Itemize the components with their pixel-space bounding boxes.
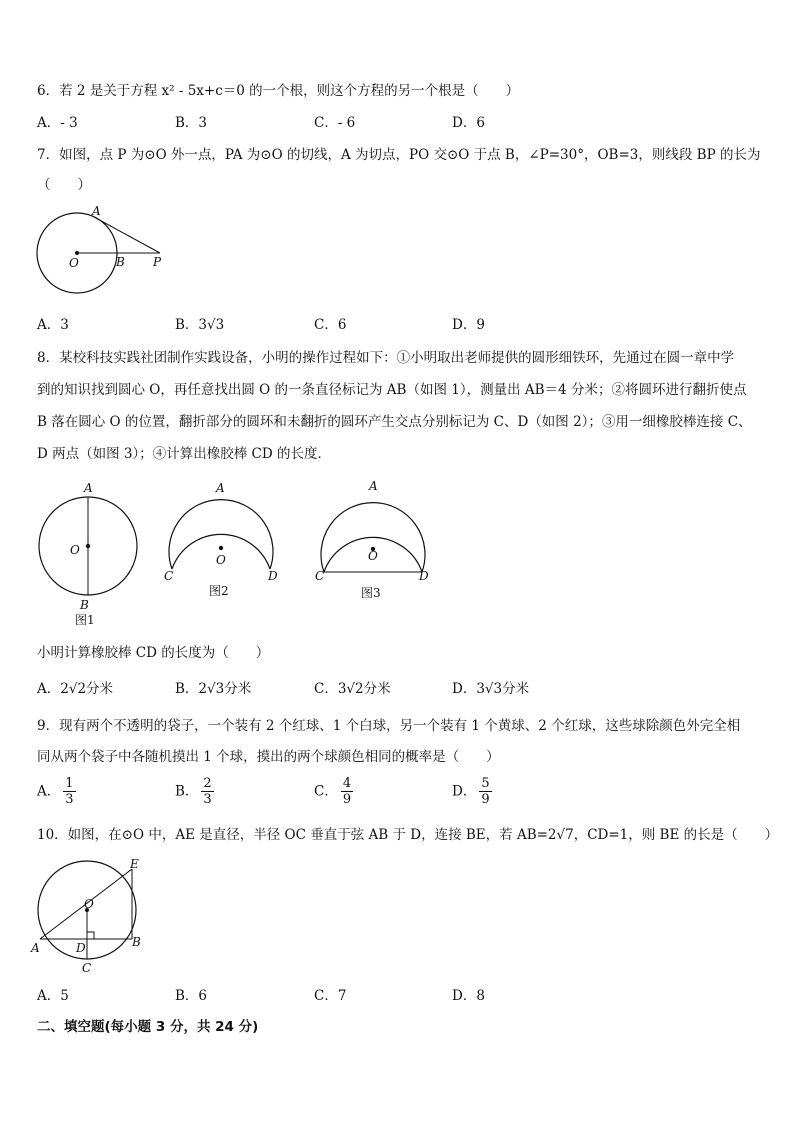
q8-option-b: B．2√3分米	[175, 681, 252, 697]
fig1-center-dot	[86, 544, 90, 548]
q10-label-o: O	[84, 897, 94, 911]
q10-figure	[30, 858, 160, 978]
fig3-label-d: D	[419, 569, 429, 583]
fig3-label-a: A	[369, 479, 378, 493]
q7-option-d: D．9	[452, 317, 485, 333]
q10-stem: 10．如图，在⊙O 中，AE 是直径，半径 OC 垂直于弦 AB 于 D，连接 BE，若 AB=2√7，CD=1，则 BE 的长是（ ）	[37, 827, 779, 843]
q7-label-b: B	[116, 255, 125, 269]
q8-option-a: A．2√2分米	[37, 681, 114, 697]
q6-stem: 6．若 2 是关于方程 x² - 5x+c＝0 的一个根，则这个方程的另一个根是（ ）	[37, 83, 520, 99]
q10-option-c: C．7	[314, 988, 347, 1004]
fig2-label-d: D	[268, 569, 278, 583]
q10-label-c: C	[82, 961, 92, 975]
q8-figure-3	[312, 478, 442, 608]
q7-label-o: O	[69, 256, 79, 270]
q8-figure-1	[30, 478, 150, 628]
fig1-label-o: O	[70, 543, 80, 557]
q7-option-a: A．3	[37, 317, 69, 333]
fig3-label-c: C	[315, 569, 325, 583]
q9-stem-line1: 9．现有两个不透明的袋子，一个装有 2 个红球、1 个白球，另一个装有 1 个黄球、2 个红球，这些球除颜色外完全相	[37, 718, 741, 734]
fig2-label-c: C	[164, 569, 174, 583]
fig1-caption: 图1	[75, 613, 95, 627]
q10-right-angle-mark	[87, 932, 94, 939]
fig2-label-a: A	[216, 481, 225, 495]
q7-tangent-pa	[94, 217, 160, 253]
fig3-label-o: O	[368, 549, 378, 563]
q8-stem-line1: 8．某校科技实践社团制作实践设备，小明的操作过程如下：①小明取出老师提供的圆形细铁环，先通过在圆一章中学	[37, 350, 735, 366]
fig1-label-b: B	[80, 598, 89, 612]
q8-stem-line3: B 落在圆心 O 的位置，翻折部分的圆环和未翻折的圆环产生交点分别标记为 C、D（如图 2）；③用一细橡胶棒连接 C、	[37, 414, 752, 430]
fig1-label-a: A	[84, 481, 93, 495]
fig2-caption: 图2	[209, 584, 229, 598]
q8-stem-line2: 到的知识找到圆心 O，再任意找出圆 O 的一条直径标记为 AB（如图 1），测量出 AB＝4 分米；②将圆环进行翻折使点	[37, 382, 747, 398]
q8-option-c: C．3√2分米	[314, 681, 391, 697]
q10-option-b: B．6	[175, 988, 208, 1004]
q7-figure	[30, 200, 180, 305]
fig3-caption: 图3	[361, 586, 381, 600]
q9-option-c: C． $\frac{4}{9}$	[314, 776, 352, 807]
q8-option-d: D．3√3分米	[452, 681, 530, 697]
q9-option-d: D． $\frac{5}{9}$	[452, 776, 490, 807]
q7-center-dot	[75, 251, 79, 255]
q9-stem-line2: 同从两个袋子中各随机摸出 1 个球，摸出的两个球颜色相同的概率是（ ）	[37, 749, 500, 765]
q6-option-c: C．- 6	[314, 115, 356, 131]
q10-option-d: D．8	[452, 988, 485, 1004]
q10-label-d: D	[76, 941, 86, 955]
q7-stem-line2: （ ）	[37, 177, 91, 193]
q10-option-a: A．5	[37, 988, 69, 1004]
q9-option-b: B． $\frac{2}{3}$	[175, 776, 212, 807]
q6-option-d: D．6	[452, 115, 485, 131]
fig2-center-dot	[219, 546, 223, 550]
q8-stem-line4: D 两点（如图 3）；④计算出橡胶棒 CD 的长度．	[37, 446, 331, 462]
q10-label-e: E	[130, 858, 139, 871]
q8-question: 小明计算橡胶棒 CD 的长度为（ ）	[37, 645, 270, 661]
fig2-label-o: O	[216, 553, 226, 567]
q8-figure-2	[160, 478, 290, 608]
q10-label-b: B	[132, 935, 141, 949]
q6-option-b: B．3	[175, 115, 208, 131]
q7-option-c: C．6	[314, 317, 347, 333]
q7-option-b: B．3√3	[175, 317, 225, 333]
q7-label-a: A	[92, 204, 101, 218]
q6-option-a: A．- 3	[37, 115, 78, 131]
q9-option-a: A． $\frac{1}{3}$	[37, 776, 74, 807]
q7-label-p: P	[153, 255, 162, 269]
section-2-title: 二、填空题(每小题 3 分，共 24 分)	[37, 1019, 259, 1035]
q10-label-a: A	[31, 941, 40, 955]
q7-stem-line1: 7．如图，点 P 为⊙O 外一点，PA 为⊙O 的切线，A 为切点，PO 交⊙O 于点 B，∠P=30°，OB=3，则线段 BP 的长为	[37, 147, 761, 163]
